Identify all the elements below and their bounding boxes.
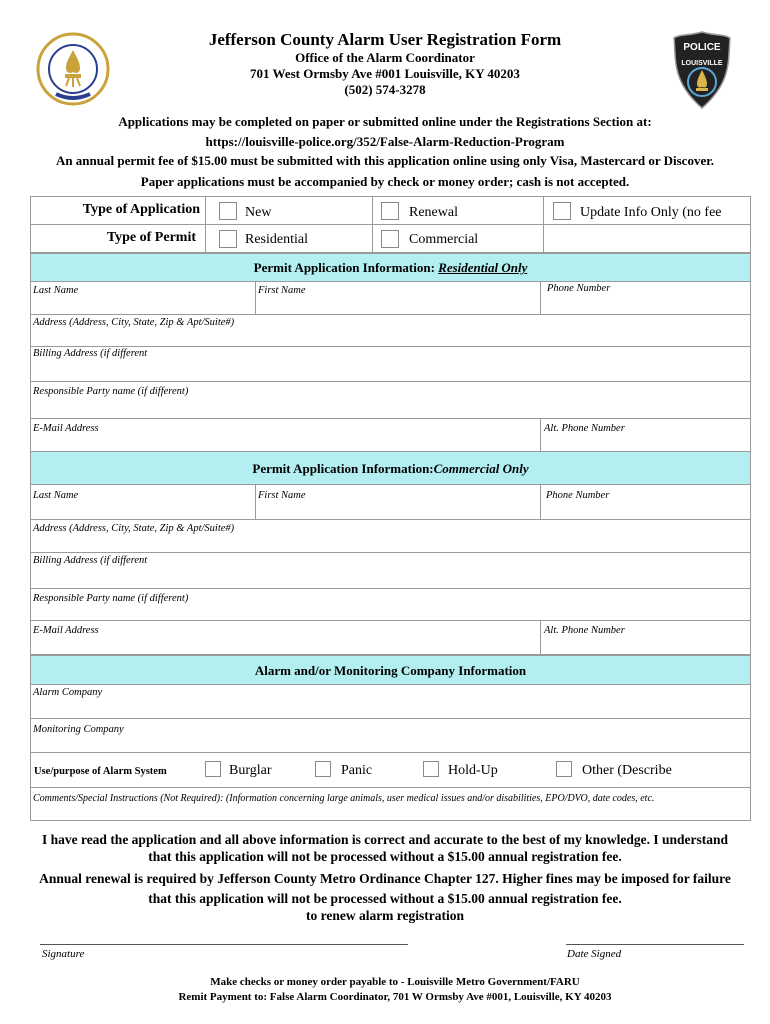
checkbox-residential[interactable] [219, 230, 237, 248]
monitoring-company-field[interactable] [30, 718, 751, 753]
res-billing-label: Billing Address (if different [33, 348, 148, 359]
statement-1b: that this application will not be processed without a $15.00 annual registration fee. [148, 849, 622, 864]
option-residential: Residential [245, 232, 308, 247]
com-alt-phone-label: Alt. Phone Number [544, 625, 625, 636]
checkbox-other[interactable] [556, 761, 572, 777]
com-phone-label: Phone Number [546, 490, 610, 501]
statement-2a: Annual renewal is required by Jefferson County Metro Ordinance Chapter 127. Higher fines may be imposed for failure [39, 871, 731, 886]
res-responsible-label: Responsible Party name (if different) [33, 386, 189, 397]
res-address-label: Address (Address, City, State, Zip & Apt/Suite#) [33, 317, 235, 328]
monitoring-company-label: Monitoring Company [33, 724, 124, 735]
option-burglar: Burglar [229, 763, 272, 778]
statement-2c: to renew alarm registration [305, 908, 465, 923]
com-billing-label: Billing Address (if different [33, 555, 148, 566]
residential-heading-prefix: Permit Application Information: [253, 260, 439, 275]
checkbox-new[interactable] [219, 202, 237, 220]
office-address: 701 West Ormsby Ave #001 Louisville, KY 40203 [250, 66, 520, 81]
office-name: Office of the Alarm Coordinator [295, 50, 475, 65]
option-commercial: Commercial [409, 232, 479, 247]
option-new: New [245, 205, 272, 220]
com-responsible-label: Responsible Party name (if different) [33, 593, 189, 604]
res-first-name-label: First Name [258, 285, 306, 296]
commercial-heading [30, 451, 751, 485]
option-hold-up: Hold-Up [448, 763, 498, 778]
intro-line-1: Applications may be completed on paper or submitted online under the Registrations Section at: [118, 114, 652, 129]
alarm-company-field[interactable] [30, 684, 751, 719]
option-renewal: Renewal [409, 205, 458, 220]
intro-paper-line: Paper applications must be accompanied by check or money order; cash is not accepted. [140, 174, 630, 189]
option-panic: Panic [341, 763, 373, 778]
com-first-name-label: First Name [258, 490, 306, 501]
intro-fee-line: An annual permit fee of $15.00 must be submitted with this application online using only Visa, Mastercard or Discover. [55, 153, 715, 168]
com-email-label: E-Mail Address [33, 625, 99, 636]
footer-remit: Remit Payment to: False Alarm Coordinator, 701 W Ormsby Ave #001, Louisville, KY 40203 [178, 991, 612, 1003]
option-update-info: Update Info Only (no fee [580, 205, 722, 220]
residential-heading [30, 253, 751, 282]
checkbox-burglar[interactable] [205, 761, 221, 777]
program-url[interactable]: https://louisville-police.org/352/False-Alarm-Reduction-Program [205, 134, 565, 149]
option-other: Other (Describe [582, 763, 672, 778]
residential-heading-emph: Residential Only [438, 260, 528, 275]
footer-payable: Make checks or money order payable to - Louisville Metro Government/FARU [210, 976, 580, 988]
badge-police-text: POLICE [683, 42, 721, 53]
type-of-permit-label: Type of Permit [106, 230, 196, 245]
date-signed-label: Date Signed [567, 948, 622, 960]
badge-city-text: LOUISVILLE [681, 60, 723, 67]
date-line[interactable] [566, 944, 744, 945]
form-title: Jefferson County Alarm User Registration Form [208, 30, 562, 49]
checkbox-hold-up[interactable] [423, 761, 439, 777]
com-address-label: Address (Address, City, State, Zip & Apt/Suite#) [33, 523, 235, 534]
com-last-name-label: Last Name [33, 490, 79, 501]
res-email-field[interactable] [30, 418, 541, 452]
alarm-heading: Alarm and/or Monitoring Company Information [30, 655, 751, 685]
comments-label: Comments/Special Instructions (Not Required): (Information concerning large animals, user medical issues and/or disabilities, EPO/DVO, date codes, etc. [33, 793, 655, 804]
signature-label: Signature [42, 948, 85, 960]
commercial-heading-prefix: Permit Application Information: [252, 461, 434, 476]
checkbox-update-info[interactable] [553, 202, 571, 220]
res-last-name-label: Last Name [33, 285, 79, 296]
statement-1a: I have read the application and all above information is correct and accurate to the best of my knowledge. I understand [41, 832, 729, 847]
type-of-application-label: Type of Application [82, 202, 200, 217]
alarm-company-label: Alarm Company [33, 687, 103, 698]
statement-2b: that this application will not be processed without a $15.00 annual registration fee. [148, 891, 622, 906]
office-phone: (502) 574-3278 [344, 82, 426, 97]
checkbox-commercial[interactable] [381, 230, 399, 248]
com-email-field[interactable] [30, 620, 541, 655]
res-phone-label: Phone Number [547, 283, 611, 294]
checkbox-renewal[interactable] [381, 202, 399, 220]
purpose-label: Use/purpose of Alarm System [34, 766, 167, 777]
signature-line[interactable] [40, 944, 408, 945]
commercial-heading-emph: Commercial Only [433, 461, 529, 476]
checkbox-panic[interactable] [315, 761, 331, 777]
res-email-label: E-Mail Address [33, 423, 99, 434]
res-alt-phone-label: Alt. Phone Number [544, 423, 625, 434]
